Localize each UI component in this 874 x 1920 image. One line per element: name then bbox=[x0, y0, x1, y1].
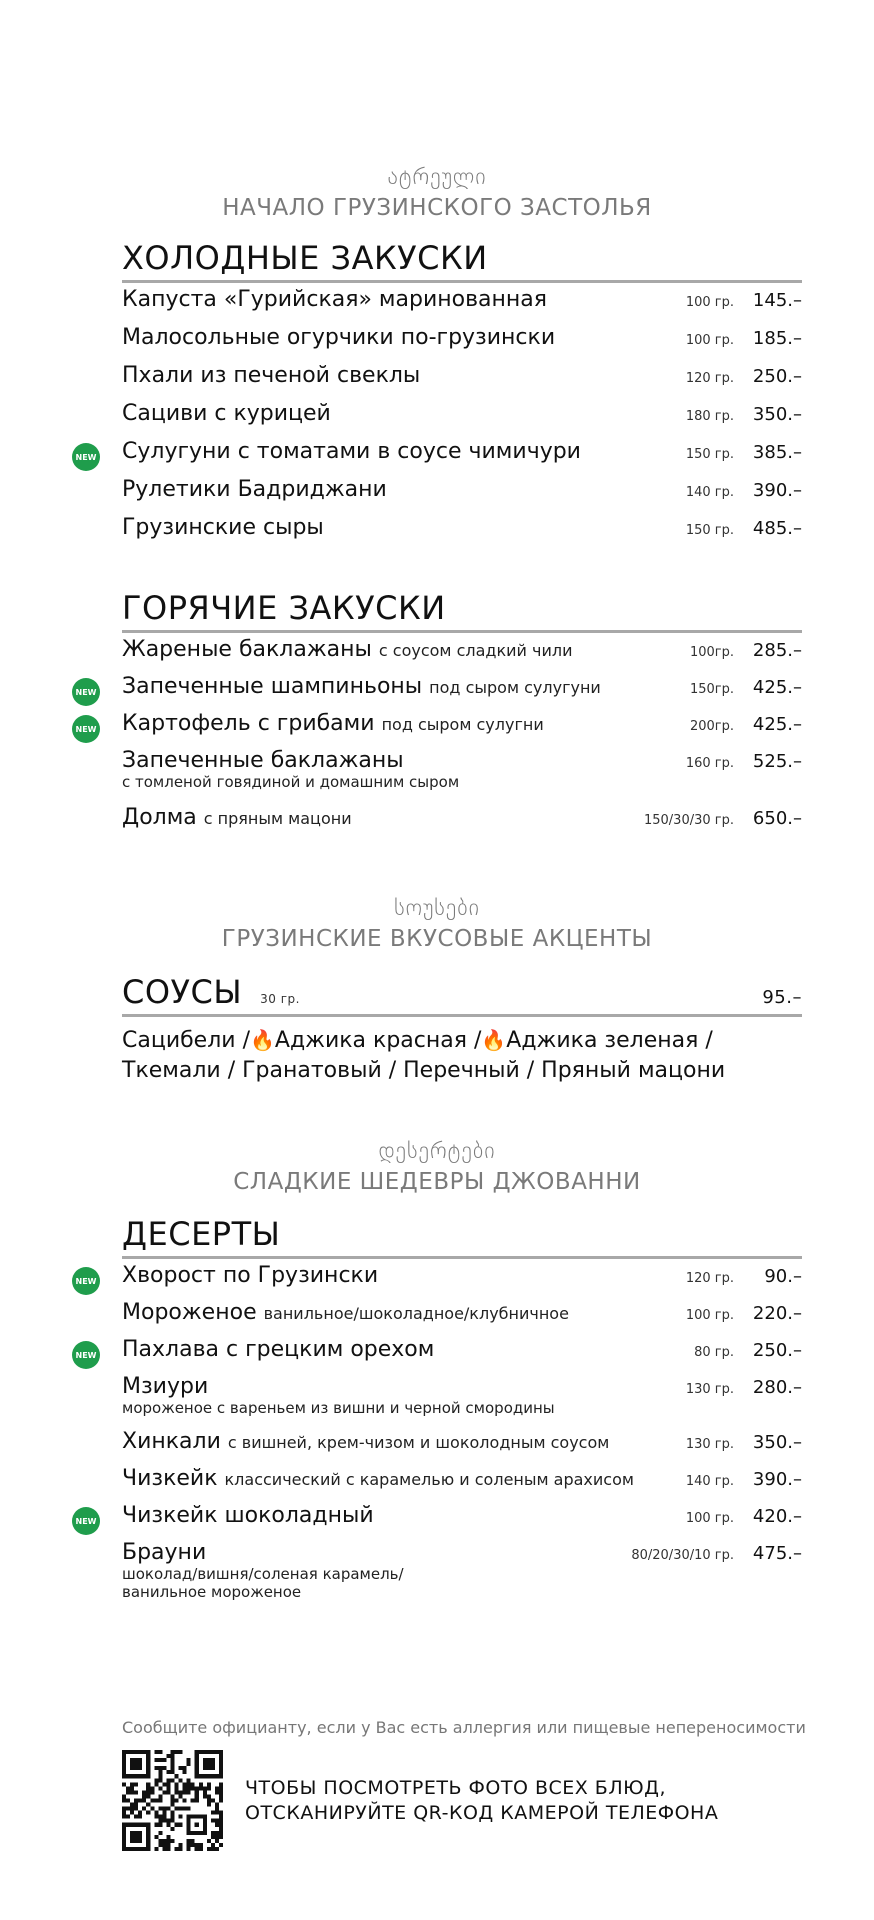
menu-item bbox=[122, 1374, 802, 1417]
menu-item bbox=[75, 711, 802, 736]
item-weight: 120 гр. bbox=[685, 371, 734, 386]
item-name: Сациви с курицей bbox=[122, 401, 331, 426]
allergy-note: Сообщите официанту, если у Вас есть аллергия или пищевые непереносимости bbox=[122, 1718, 806, 1737]
item-row bbox=[122, 1429, 802, 1454]
sauce-weight: 30 гр. bbox=[260, 992, 300, 1006]
category-divider bbox=[122, 630, 802, 633]
item-weight: 80/20/30/10 гр. bbox=[631, 1548, 734, 1563]
item-name: Рулетики Бадриджани bbox=[122, 477, 387, 502]
section-tagline: СЛАДКИЕ ШЕДЕВРЫ ДЖОВАННИ bbox=[233, 1169, 641, 1195]
category-title: СОУСЫ 30 гр. 95.– bbox=[122, 972, 802, 1012]
item-name: Брауни bbox=[122, 1540, 207, 1565]
item-row bbox=[122, 805, 802, 830]
item-weight: 100гр. bbox=[689, 645, 734, 660]
category-title: ДЕСЕРТЫ bbox=[122, 1215, 281, 1253]
menu-item bbox=[122, 1429, 802, 1454]
item-note: мороженое с вареньем из вишни и черной смородины bbox=[122, 1399, 555, 1417]
item-weight: 130 гр. bbox=[685, 1437, 734, 1452]
category-divider bbox=[122, 280, 802, 283]
section-header-desserts bbox=[0, 1138, 874, 1198]
item-row bbox=[122, 439, 802, 464]
item-weight: 140 гр. bbox=[685, 1474, 734, 1489]
new-badge: NEW bbox=[72, 715, 100, 743]
item-price: 525.– bbox=[752, 751, 802, 772]
category-desserts bbox=[75, 1214, 802, 1601]
menu-item bbox=[122, 287, 802, 312]
item-weight: 130 гр. bbox=[685, 1382, 734, 1397]
georgian-subtitle: სოუსები bbox=[394, 896, 480, 921]
item-name: Запеченные шампиньоны под сыром сулугуни bbox=[122, 674, 601, 699]
item-weight: 100 гр. bbox=[685, 295, 734, 310]
item-price: 390.– bbox=[752, 480, 802, 501]
item-price: 650.– bbox=[752, 808, 802, 829]
item-name: Чизкейк классический с карамелью и соленым арахисом bbox=[122, 1466, 634, 1491]
menu-item bbox=[75, 439, 802, 464]
item-weight: 100 гр. bbox=[685, 333, 734, 348]
item-price: 425.– bbox=[752, 677, 802, 698]
qr-code[interactable] bbox=[122, 1750, 223, 1851]
item-name: Грузинские сыры bbox=[122, 515, 324, 540]
section-header-sauces bbox=[0, 895, 874, 955]
item-price: 385.– bbox=[752, 442, 802, 463]
item-price: 485.– bbox=[752, 518, 802, 539]
new-badge: NEW bbox=[72, 678, 100, 706]
item-row bbox=[122, 1503, 802, 1528]
menu-item bbox=[122, 637, 802, 662]
category-title: ХОЛОДНЫЕ ЗАКУСКИ bbox=[122, 239, 488, 277]
item-weight: 150 гр. bbox=[685, 447, 734, 462]
sauce-satsibeli: Сацибели / bbox=[122, 1028, 250, 1053]
sauce-list-line2: Ткемали / Гранатовый / Перечный / Пряный мацони bbox=[122, 1058, 726, 1083]
item-price: 285.– bbox=[752, 640, 802, 661]
category-divider bbox=[122, 1014, 802, 1017]
item-description: под сыром сулугни bbox=[381, 715, 544, 734]
item-name: Мзиури bbox=[122, 1374, 209, 1399]
chili-icon: 🔥 bbox=[481, 1028, 507, 1052]
item-price: 350.– bbox=[752, 1432, 802, 1453]
item-price: 90.– bbox=[764, 1266, 802, 1287]
sauce-adjika-green: Аджика зеленая / bbox=[506, 1028, 713, 1053]
item-price: 250.– bbox=[752, 366, 802, 387]
new-badge: NEW bbox=[72, 1507, 100, 1535]
new-badge: NEW bbox=[72, 443, 100, 471]
item-name: Хинкали с вишней, крем-чизом и шоколодным соусом bbox=[122, 1429, 610, 1454]
item-weight: 140 гр. bbox=[685, 485, 734, 500]
item-weight: 150 гр. bbox=[685, 523, 734, 538]
category-sauces bbox=[122, 972, 802, 1086]
item-weight: 150гр. bbox=[689, 682, 734, 697]
item-weight: 80 гр. bbox=[694, 1345, 734, 1360]
menu-item bbox=[75, 674, 802, 699]
georgian-subtitle: ატრეული bbox=[387, 165, 487, 190]
item-row bbox=[122, 674, 802, 699]
item-description: с пряным мацони bbox=[203, 809, 352, 828]
menu-item bbox=[122, 1300, 802, 1325]
hot-items-list bbox=[75, 637, 802, 830]
item-row bbox=[122, 748, 802, 773]
new-badge: NEW bbox=[72, 1341, 100, 1369]
item-description: с соусом сладкий чили bbox=[378, 641, 573, 660]
item-price: 280.– bbox=[752, 1377, 802, 1398]
item-weight: 160 гр. bbox=[685, 756, 734, 771]
item-weight: 200гр. bbox=[689, 719, 734, 734]
item-price: 350.– bbox=[752, 404, 802, 425]
item-row bbox=[122, 515, 802, 540]
item-row bbox=[122, 1337, 802, 1362]
item-name: Капуста «Гурийская» маринованная bbox=[122, 287, 548, 312]
section-tagline: НАЧАЛО ГРУЗИНСКОГО ЗАСТОЛЬЯ bbox=[222, 195, 652, 221]
chili-icon: 🔥 bbox=[249, 1028, 275, 1052]
item-name: Пахлава с грецким орехом bbox=[122, 1337, 435, 1362]
item-description: под сыром сулугуни bbox=[429, 678, 601, 697]
item-description: классический с карамелью и соленым арахисом bbox=[224, 1470, 634, 1489]
item-weight: 180 гр. bbox=[685, 409, 734, 424]
item-note: шоколад/вишня/соленая карамель/ bbox=[122, 1565, 404, 1583]
item-price: 425.– bbox=[752, 714, 802, 735]
item-description: ванильное/шоколадное/клубничное bbox=[263, 1304, 569, 1323]
item-name: Пхали из печеной свеклы bbox=[122, 363, 421, 388]
menu-item bbox=[122, 401, 802, 426]
category-cold-appetizers bbox=[75, 238, 802, 540]
menu-item bbox=[75, 1263, 802, 1288]
sauce-list bbox=[122, 1025, 802, 1086]
dessert-items-list bbox=[75, 1263, 802, 1601]
item-price: 420.– bbox=[752, 1506, 802, 1527]
menu-item bbox=[122, 515, 802, 540]
item-name: Картофель с грибами под сыром сулугни bbox=[122, 711, 544, 736]
item-name: Чизкейк шоколадный bbox=[122, 1503, 374, 1528]
item-name: Жареные баклажаны с соусом сладкий чили bbox=[122, 637, 573, 662]
item-weight: 100 гр. bbox=[685, 1308, 734, 1323]
item-note: ванильное мороженое bbox=[122, 1583, 302, 1601]
item-price: 185.– bbox=[752, 328, 802, 349]
item-name: Малосольные огурчики по-грузински bbox=[122, 325, 556, 350]
item-name: Запеченные баклажаны bbox=[122, 748, 404, 773]
cold-items-list bbox=[75, 287, 802, 540]
menu-item bbox=[75, 1503, 802, 1528]
category-title: ГОРЯЧИЕ ЗАКУСКИ bbox=[122, 589, 446, 627]
item-name: Хворост по Грузински bbox=[122, 1263, 379, 1288]
item-price: 475.– bbox=[752, 1543, 802, 1564]
menu-item bbox=[122, 805, 802, 830]
sauce-adjika-red: Аджика красная / bbox=[274, 1028, 482, 1053]
item-price: 145.– bbox=[752, 290, 802, 311]
item-row bbox=[122, 1263, 802, 1288]
menu-item bbox=[122, 1466, 802, 1491]
section-tagline: ГРУЗИНСКИЕ ВКУСОВЫЕ АКЦЕНТЫ bbox=[221, 926, 653, 952]
item-name: Долма с пряным мацони bbox=[122, 805, 352, 830]
item-description: с вишней, крем-чизом и шоколодным соусом bbox=[227, 1433, 610, 1452]
menu-item bbox=[122, 325, 802, 350]
item-weight: 150/30/30 гр. bbox=[643, 813, 734, 828]
menu-item bbox=[122, 1540, 802, 1601]
new-badge: NEW bbox=[72, 1267, 100, 1295]
item-price: 250.– bbox=[752, 1340, 802, 1361]
item-row bbox=[122, 1300, 802, 1325]
item-weight: 100 гр. bbox=[685, 1511, 734, 1526]
item-price: 220.– bbox=[752, 1303, 802, 1324]
item-row bbox=[122, 401, 802, 426]
item-row bbox=[122, 287, 802, 312]
item-name: Сулугуни с томатами в соусе чимичури bbox=[122, 439, 581, 464]
item-row bbox=[122, 325, 802, 350]
category-hot-appetizers bbox=[75, 588, 802, 830]
item-row bbox=[122, 637, 802, 662]
item-row bbox=[122, 1466, 802, 1491]
sauce-price: 95.– bbox=[762, 987, 802, 1008]
item-row bbox=[122, 363, 802, 388]
item-row bbox=[122, 1374, 802, 1399]
georgian-subtitle: დესერტები bbox=[378, 1139, 496, 1164]
item-row bbox=[122, 477, 802, 502]
item-row bbox=[122, 711, 802, 736]
item-weight: 120 гр. bbox=[685, 1271, 734, 1286]
item-name: Мороженое ванильное/шоколадное/клубничное bbox=[122, 1300, 569, 1325]
menu-item bbox=[75, 1337, 802, 1362]
menu-item bbox=[122, 477, 802, 502]
section-header-cold bbox=[0, 164, 874, 224]
item-row bbox=[122, 1540, 802, 1565]
menu-item bbox=[122, 363, 802, 388]
menu-item bbox=[122, 748, 802, 791]
item-price: 390.– bbox=[752, 1469, 802, 1490]
category-divider bbox=[122, 1256, 802, 1259]
item-note: с томленой говядиной и домашним сыром bbox=[122, 773, 460, 791]
qr-instruction: ЧТОБЫ ПОСМОТРЕТЬ ФОТО ВСЕХ БЛЮД, ОТСКАНИРУЙТЕ QR-КОД КАМЕРОЙ ТЕЛЕФОНА bbox=[245, 1777, 719, 1824]
